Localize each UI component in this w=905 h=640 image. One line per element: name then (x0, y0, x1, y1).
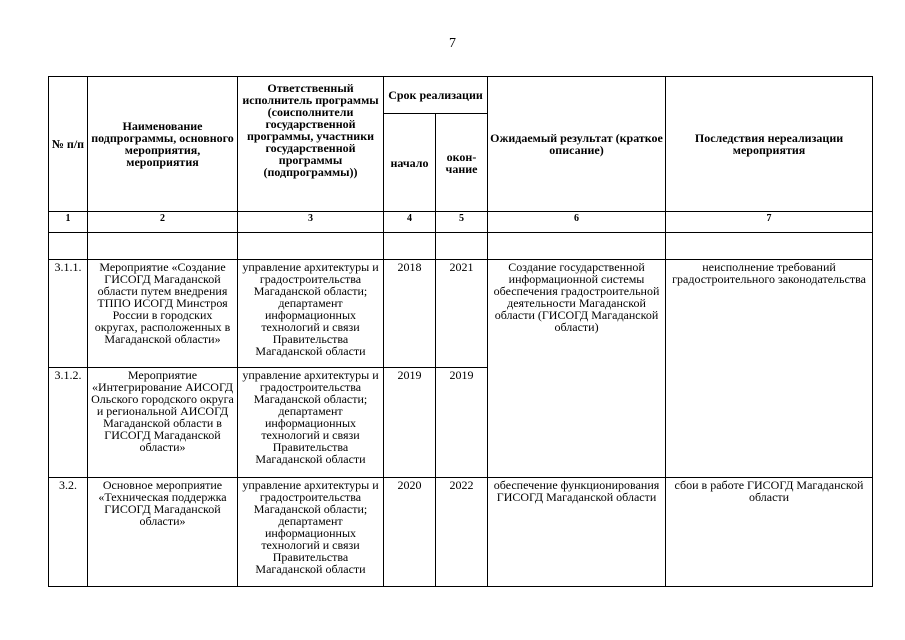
table-row (49, 260, 873, 368)
column-number: 6 (488, 212, 666, 233)
row-number: 3.2. (49, 478, 88, 587)
column-number: 3 (238, 212, 384, 233)
row-consequences: сбои в работе ГИСОГД Магаданской области (666, 478, 873, 587)
column-number-row (49, 212, 873, 233)
row-name: Мероприятие «Создание ГИСОГД Магаданской области путем внедрения ТППО ИСОГД Минстроя России в городских округах, расположенных в Магаданской области» (88, 260, 238, 368)
row-start: 2018 (384, 260, 436, 368)
row-consequences: неисполнение требований градостроительного законодательства (666, 260, 873, 478)
header-result: Ожидаемый результат (краткое описание) (488, 77, 666, 212)
column-number: 7 (666, 212, 873, 233)
row-result: Создание государственной информационной системы обеспечения градостроительной деятельности Магаданской области (ГИСОГД Магаданской области) (488, 260, 666, 478)
header-term: Срок реализации (384, 77, 488, 114)
row-responsible: управление архитектуры и градостроительства Магаданской области; департамент информационных технологий и связи Правительства Магаданской области (238, 478, 384, 587)
column-number: 2 (88, 212, 238, 233)
column-number: 4 (384, 212, 436, 233)
header-row (49, 77, 873, 114)
measures-table (48, 76, 873, 587)
column-number: 5 (436, 212, 488, 233)
row-result: обеспечение функционирования ГИСОГД Магаданской области (488, 478, 666, 587)
row-start: 2019 (384, 368, 436, 478)
row-start: 2020 (384, 478, 436, 587)
header-consequences: Последствия нереализации мероприятия (666, 77, 873, 212)
page-number: 7 (449, 36, 456, 51)
header-responsible: Ответственный исполнитель программы (соисполнители государственной программы, участники государственной программы (подпрограммы)) (238, 77, 384, 212)
row-responsible: управление архитектуры и градостроительства Магаданской области; департамент информационных технологий и связи Правительства Магаданской области (238, 260, 384, 368)
header-end: окон-чание (436, 114, 488, 212)
row-name: Основное мероприятие «Техническая поддержка ГИСОГД Магаданской области» (88, 478, 238, 587)
row-number: 3.1.2. (49, 368, 88, 478)
column-number: 1 (49, 212, 88, 233)
table-row (49, 478, 873, 587)
row-end: 2021 (436, 260, 488, 368)
row-end: 2022 (436, 478, 488, 587)
row-number: 3.1.1. (49, 260, 88, 368)
row-responsible: управление архитектуры и градостроительства Магаданской области; департамент информационных технологий и связи Правительства Магаданской области (238, 368, 384, 478)
row-name: Мероприятие «Интегрирование АИСОГД Ольского городского округа и региональной АИСОГД Магаданской области в ГИСОГД Магаданской области» (88, 368, 238, 478)
header-name: Наименование подпрограммы, основного мероприятия, мероприятия (88, 77, 238, 212)
header-start: начало (384, 114, 436, 212)
header-num: № п/п (49, 77, 88, 212)
empty-row (49, 233, 873, 260)
row-end: 2019 (436, 368, 488, 478)
